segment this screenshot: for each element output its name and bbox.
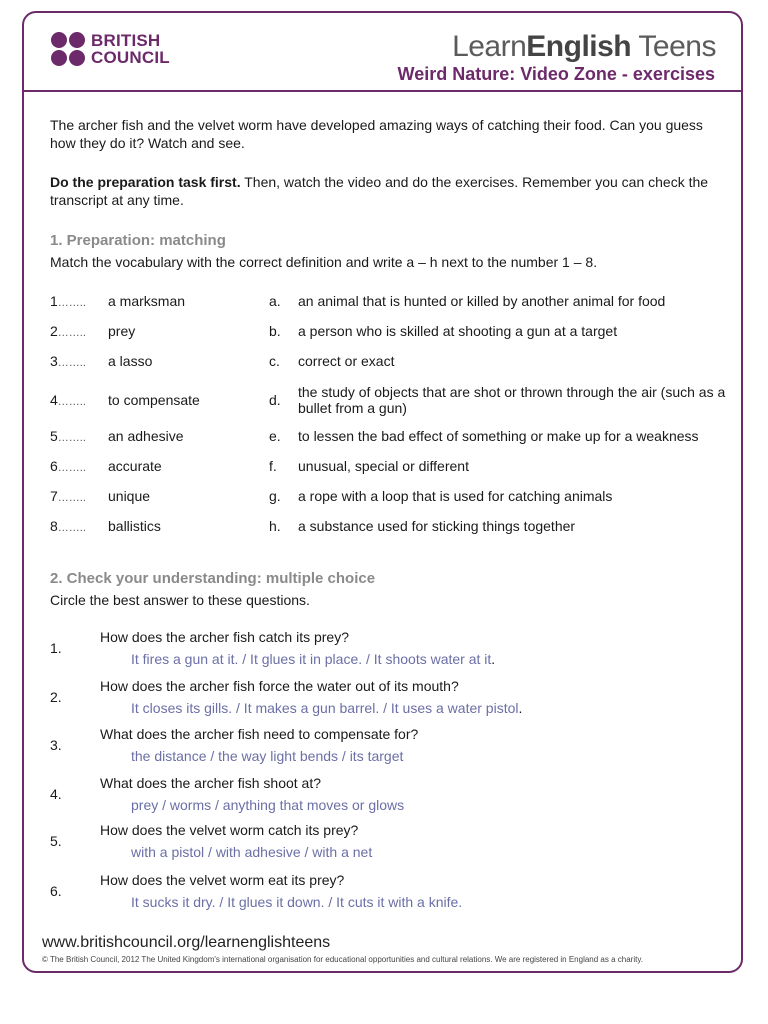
question-options[interactable]: prey / worms / anything that moves or glows [131, 797, 405, 813]
instructions-bold: Do the preparation task first. [50, 174, 241, 190]
match-letter: h. [269, 518, 281, 534]
match-term: a lasso [108, 353, 153, 369]
question-options[interactable]: It closes its gills. / It makes a gun barrel. / It uses a water pistol. [131, 700, 523, 716]
question-number: 2. [50, 689, 62, 705]
le-logo-learn: Learn [452, 30, 527, 63]
section1-heading: 1. Preparation: matching [50, 232, 226, 249]
section2-instruction: Circle the best answer to these questions. [50, 592, 310, 608]
match-number[interactable]: 8…….. [50, 518, 86, 534]
question-options[interactable]: It sucks it dry. / It glues it down. / It cuts it with a knife. [131, 894, 463, 910]
british-council-dots-icon [51, 32, 85, 66]
match-number[interactable]: 6…….. [50, 458, 86, 474]
match-number[interactable]: 4…….. [50, 392, 86, 408]
question-options[interactable]: the distance / the way light bends / its target [131, 748, 404, 764]
learnenglish-teens-logo [452, 30, 716, 64]
question-text: How does the velvet worm eat its prey? [100, 872, 345, 888]
question-number: 5. [50, 833, 62, 849]
le-logo-english: English [526, 30, 632, 63]
match-term: a marksman [108, 293, 186, 309]
match-term: prey [108, 323, 136, 339]
match-term: to compensate [108, 392, 200, 408]
le-logo-teens: Teens [631, 30, 716, 63]
match-number[interactable]: 5…….. [50, 428, 86, 444]
match-number[interactable]: 7…….. [50, 488, 86, 504]
section2-heading: 2. Check your understanding: multiple choice [50, 570, 376, 587]
question-number: 6. [50, 883, 62, 899]
instructions-rest: Then, watch the video and do the exercises. Remember you can check the transcript at any time. [50, 174, 709, 208]
question-number: 4. [50, 786, 62, 802]
match-letter: b. [269, 323, 281, 339]
british-council-logo [51, 32, 170, 66]
match-definition: correct or exact [298, 353, 395, 369]
match-term: accurate [108, 458, 162, 474]
match-letter: d. [269, 392, 281, 408]
question-number: 1. [50, 640, 62, 656]
match-term: unique [108, 488, 151, 504]
section1-instruction: Match the vocabulary with the correct definition and write a – h next to the number 1 – 8. [50, 254, 598, 270]
match-term: an adhesive [108, 428, 184, 444]
match-definition: the study of objects that are shot or thrown through the air (such as a bullet from a gun) [298, 384, 726, 416]
footer-copyright: © The British Council, 2012 The United Kingdom's international organisation for educational opportunities and cultural relations. We are registered in England as a charity. [42, 955, 643, 964]
match-letter: g. [269, 488, 281, 504]
match-letter: c. [269, 353, 280, 369]
footer-url[interactable]: www.britishcouncil.org/learnenglishteens [42, 934, 331, 951]
match-definition: a substance used for sticking things together [298, 518, 576, 534]
match-letter: e. [269, 428, 281, 444]
match-definition: a person who is skilled at shooting a gun at a target [298, 323, 618, 339]
question-text: How does the archer fish catch its prey? [100, 629, 350, 645]
question-options[interactable]: with a pistol / with adhesive / with a net [131, 844, 373, 860]
header-divider [22, 90, 743, 92]
match-letter: f. [269, 458, 277, 474]
document-title: Weird Nature: Video Zone - exercises [397, 64, 715, 84]
match-definition: to lessen the bad effect of something or make up for a weakness [298, 428, 699, 444]
question-text: How does the archer fish force the water out of its mouth? [100, 678, 459, 694]
question-text: How does the velvet worm catch its prey? [100, 822, 359, 838]
bc-logo-line2: COUNCIL [91, 48, 170, 67]
bc-logo-line1: BRITISH [91, 31, 161, 50]
intro-paragraph: The archer fish and the velvet worm have developed amazing ways of catching their food. Can you guess how they do it? Watch and see. [50, 117, 703, 151]
instructions-paragraph [50, 173, 722, 209]
match-number[interactable]: 1…….. [50, 293, 86, 309]
match-definition: an animal that is hunted or killed by another animal for food [298, 293, 666, 309]
question-number: 3. [50, 737, 62, 753]
question-options[interactable]: It fires a gun at it. / It glues it in place. / It shoots water at it. [131, 651, 496, 667]
match-number[interactable]: 3…….. [50, 353, 86, 369]
question-text: What does the archer fish need to compensate for? [100, 726, 419, 742]
match-letter: a. [269, 293, 281, 309]
match-definition: a rope with a loop that is used for catching animals [298, 488, 613, 504]
match-term: ballistics [108, 518, 161, 534]
match-definition: unusual, special or different [298, 458, 469, 474]
question-text: What does the archer fish shoot at? [100, 775, 322, 791]
match-number[interactable]: 2…….. [50, 323, 86, 339]
